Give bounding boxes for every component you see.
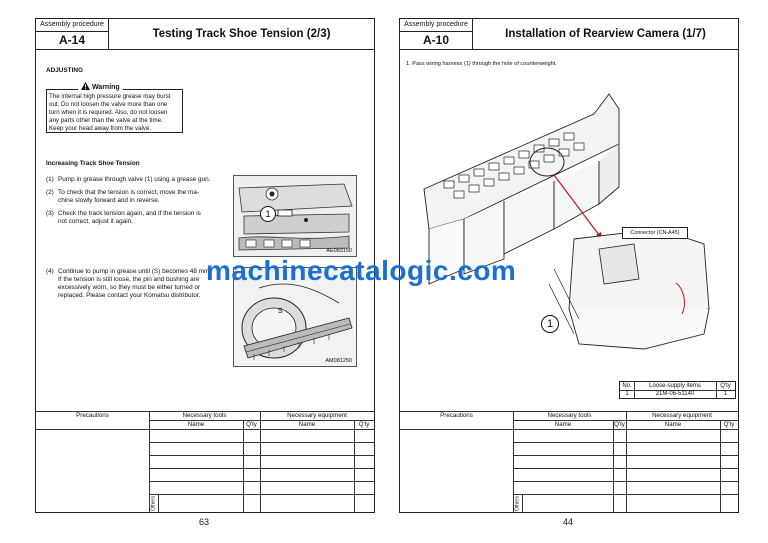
section-heading: ADJUSTING	[46, 67, 83, 74]
page-title: Installation of Rearview Camera (1/7)	[473, 19, 738, 50]
procedure-label: Assembly procedure	[36, 19, 108, 32]
warning-line: turn when it is required. Also, do not loosen	[49, 109, 168, 116]
step-number: (1)	[46, 176, 54, 183]
precautions-header: Precautions	[440, 412, 473, 419]
step-line: Check the track tension again, and if the tension is	[58, 210, 201, 217]
step-text	[58, 189, 233, 205]
requirements-table	[36, 411, 374, 512]
table-rule	[354, 420, 355, 512]
step-line: Pump in grease through valve (1) using a grease gun.	[58, 176, 211, 183]
table-rule	[149, 494, 374, 495]
others-label: Others	[514, 496, 521, 512]
table-rule	[36, 429, 374, 430]
supply-table	[619, 381, 736, 399]
step-line: not correct, adjust it again.	[58, 218, 133, 225]
procedure-label: Assembly procedure	[400, 19, 472, 32]
table-rule	[149, 481, 374, 482]
grease-valve-illustration	[234, 176, 356, 256]
step-line: If the tension is still loose, the pin and bushing are	[58, 276, 200, 283]
equipment-header: Necessary equipment	[652, 412, 712, 419]
callout-circle: 1	[260, 206, 276, 222]
callout-circle: 1	[541, 315, 559, 333]
page-number: 63	[198, 517, 209, 527]
step-line: To check that the tension is correct, move the ma-	[58, 189, 200, 196]
procedure-code: A-10	[422, 33, 449, 47]
step-number: (2)	[46, 189, 54, 196]
table-rule	[149, 455, 374, 456]
svg-text:S: S	[278, 308, 283, 315]
table-rule	[613, 420, 614, 512]
equipment-name-header: Name	[664, 421, 682, 428]
warning-line: any parts other than the valve at the time.	[49, 117, 163, 124]
tools-qty-header: Q'ty	[614, 421, 625, 428]
subheading: Increasing Track Shoe Tension	[46, 160, 140, 167]
supply-cell: 21M-06-51140	[655, 391, 695, 397]
supply-header: Loose-supply items	[649, 383, 701, 389]
warning-line: The internal high pressure grease may burst	[49, 93, 171, 100]
warning-heading	[78, 82, 123, 91]
others-label: Others	[150, 496, 157, 512]
tools-name-header: Name	[187, 421, 205, 428]
figure-id: AM081250	[325, 358, 352, 364]
step-line: Continue to pump in grease until (S) becomes 48 mm.	[58, 268, 212, 275]
procedure-box	[36, 19, 109, 50]
step-text	[58, 176, 228, 184]
step-line: replaced. Please contact your Komatsu distributor.	[58, 292, 201, 299]
step-text	[58, 210, 233, 226]
page-number: 44	[562, 517, 573, 527]
step-number: (3)	[46, 210, 54, 217]
warning-title: Warning	[91, 84, 120, 91]
table-rule	[149, 468, 374, 469]
equipment-name-header: Name	[298, 421, 316, 428]
watermark: machinecatalogic.com	[206, 255, 517, 286]
counterweight-illustration	[404, 69, 734, 369]
table-rule	[400, 429, 738, 430]
supply-header: Q'ty	[720, 383, 731, 389]
supply-cell: 1	[625, 391, 629, 397]
warning-triangle-icon	[81, 82, 90, 90]
procedure-box	[400, 19, 473, 50]
page-title: Testing Track Shoe Tension (2/3)	[109, 19, 374, 50]
step-number: (4)	[46, 268, 54, 275]
connector-label: Connector (CN-A45)	[622, 227, 688, 239]
procedure-code: A-14	[58, 33, 85, 47]
supply-cell: 1	[723, 391, 728, 397]
equipment-qty-header: Q'ty	[723, 421, 735, 428]
equipment-qty-header: Q'ty	[358, 421, 370, 428]
tools-qty-header: Q'ty	[246, 421, 257, 428]
table-rule	[243, 420, 244, 512]
tools-header: Necessary tools	[182, 412, 227, 419]
warning-line: out. Do not loosen the valve more than one	[49, 101, 168, 108]
precautions-header: Precautions	[76, 412, 109, 419]
step-line: chine slowly forward and in reverse.	[58, 197, 160, 204]
figure-id: AE083150	[326, 248, 352, 254]
equipment-header: Necessary equipment	[287, 412, 347, 419]
tools-header: Necessary tools	[547, 412, 592, 419]
table-rule	[149, 442, 374, 443]
requirements-table	[400, 411, 738, 512]
table-rule	[720, 420, 721, 512]
warning-text	[49, 93, 179, 133]
supply-header: No.	[622, 383, 632, 389]
tools-name-header: Name	[554, 421, 572, 428]
warning-line: Keep your head away from the valve.	[49, 125, 152, 132]
step-line: excessively worn, so they must be either turned or	[58, 284, 201, 291]
instruction-text: 1. Pass wiring harness (1) through the hole of counterweight.	[406, 61, 557, 67]
grease-valve-figure	[233, 175, 357, 257]
